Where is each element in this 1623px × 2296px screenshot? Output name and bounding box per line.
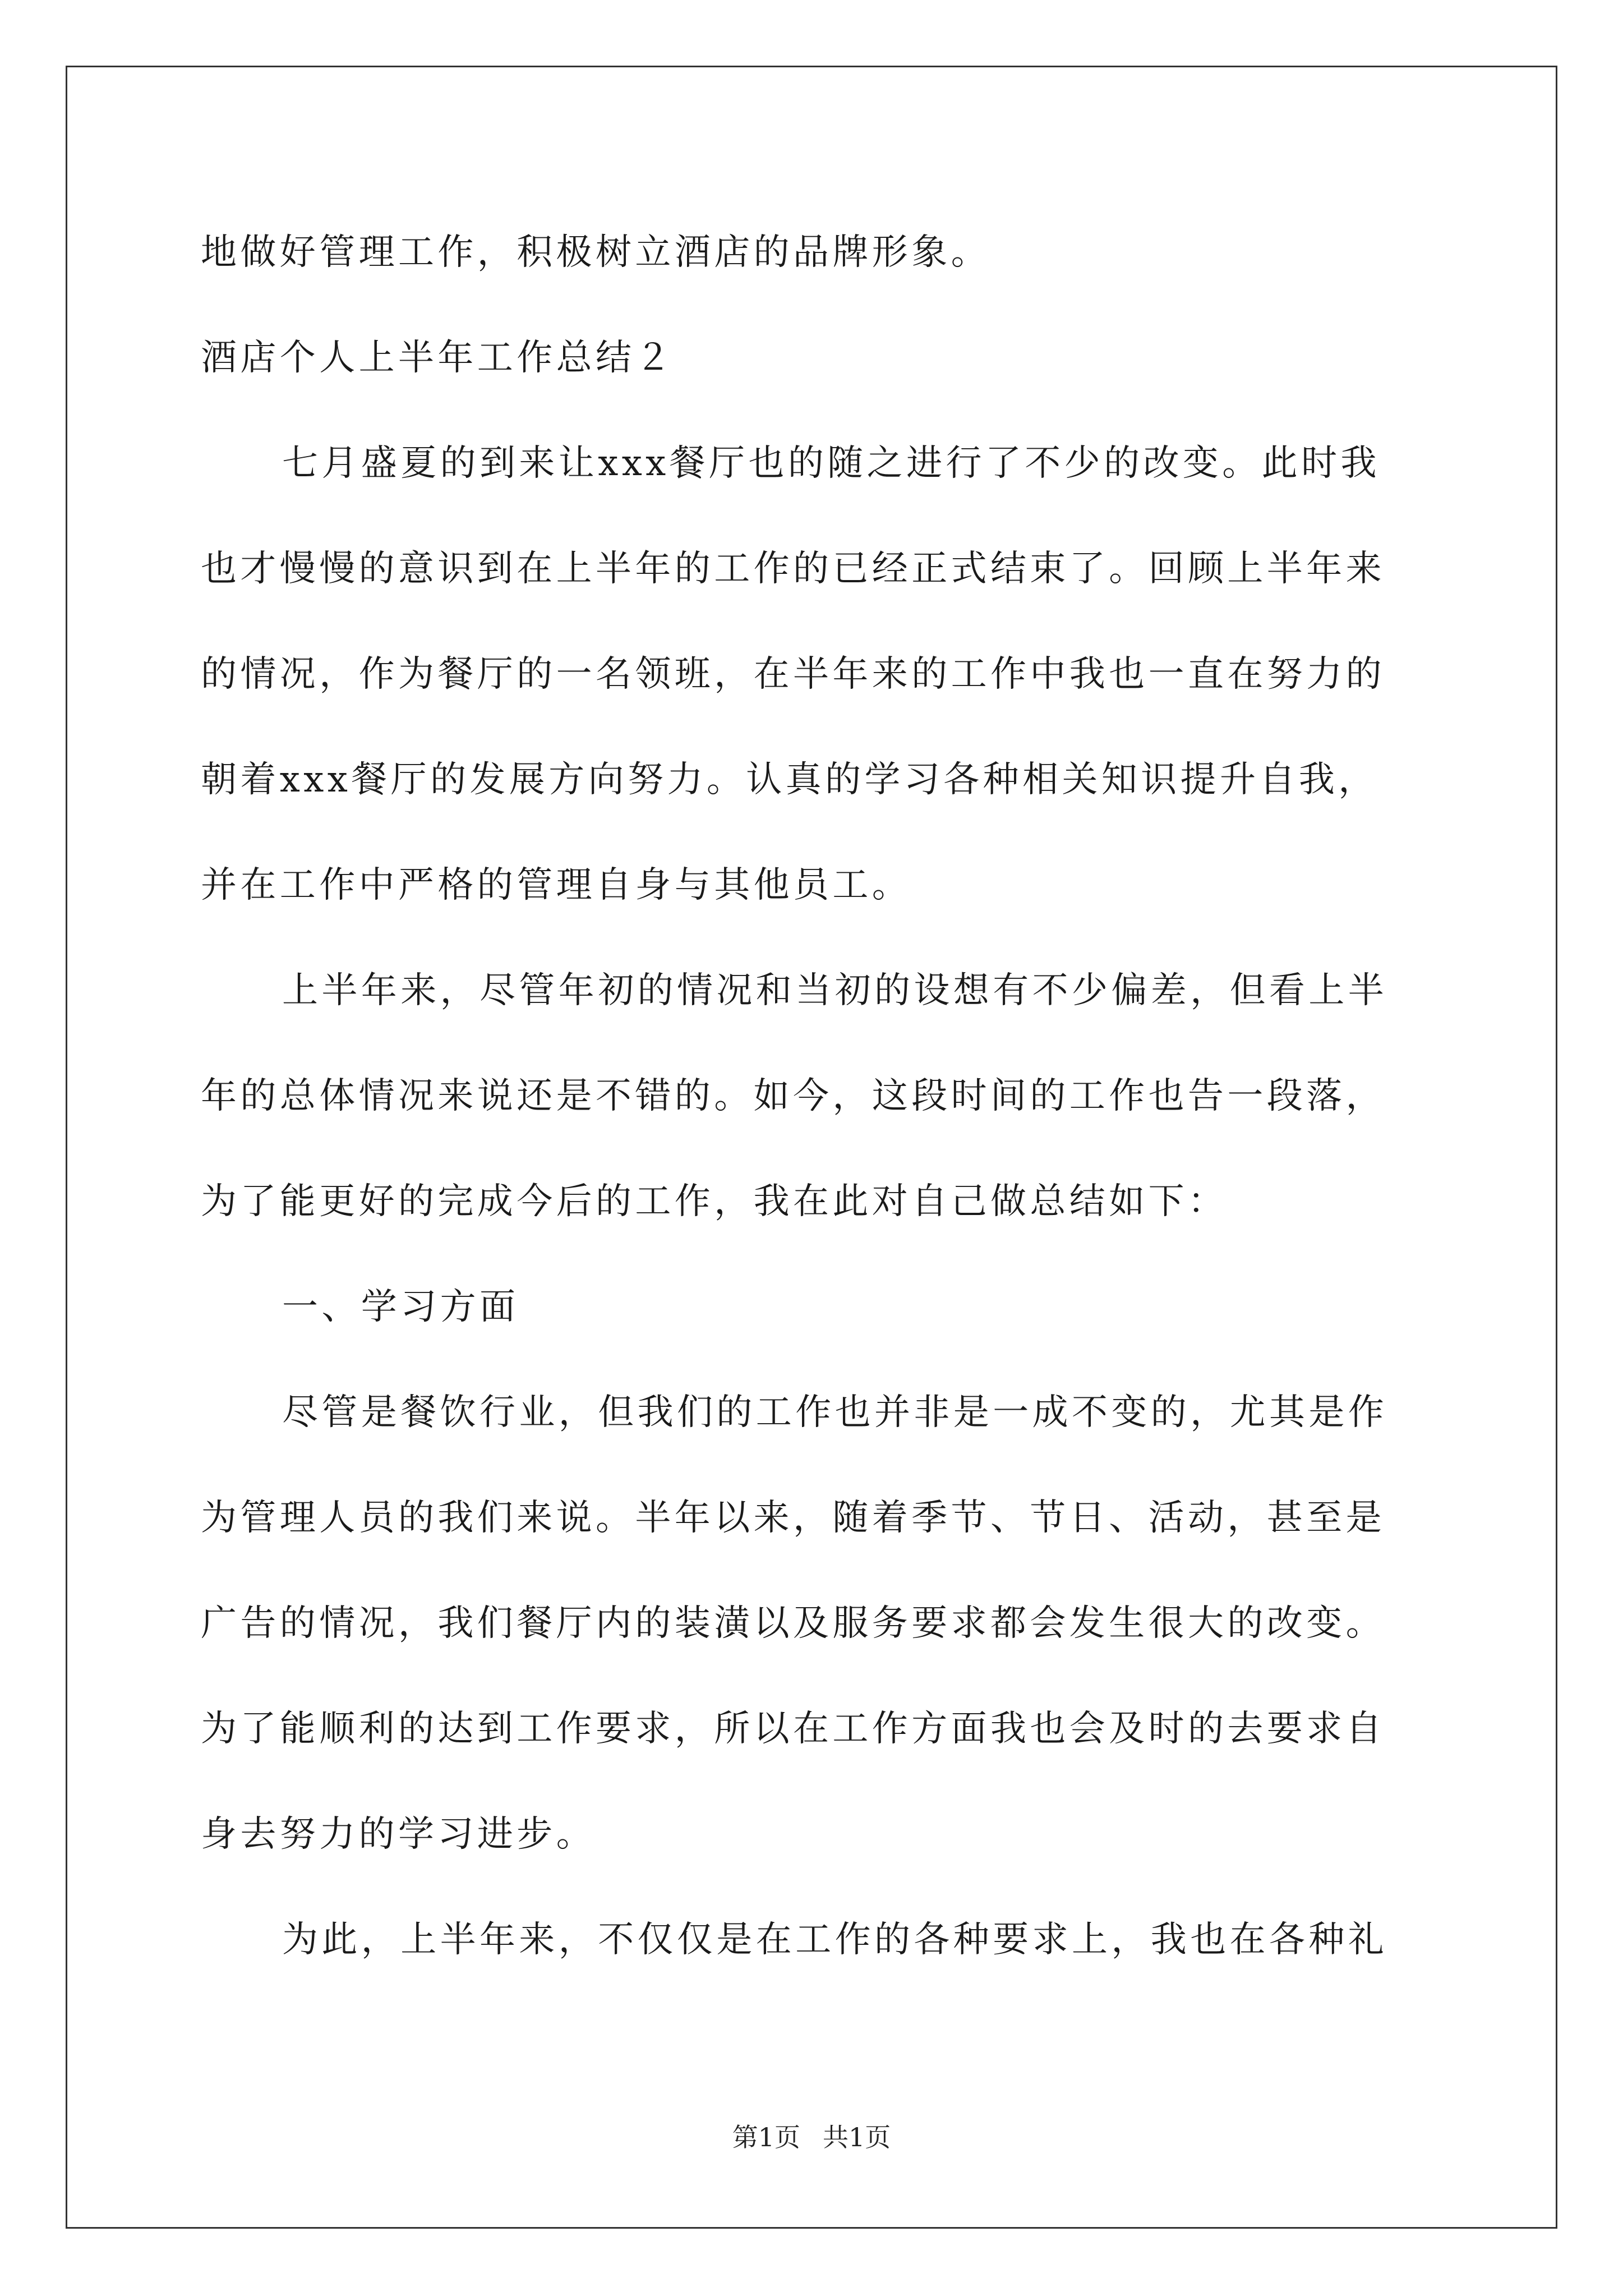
paragraph-line: 朝着xxx餐厅的发展方向努力。认真的学习各种相关知识提升自我， — [201, 759, 1378, 800]
paragraph-line: 身去努力的学习进步。 — [201, 1814, 596, 1855]
paragraph-line: 广告的情况，我们餐厅内的装潢以及服务要求都会发生很大的改变。 — [201, 1603, 1385, 1644]
paragraph-line: 也才慢慢的意识到在上半年的工作的已经正式结束了。回顾上半年来 — [201, 548, 1385, 590]
paragraph-line: 为管理人员的我们来说。半年以来，随着季节、节日、活动，甚至是 — [201, 1497, 1385, 1539]
subsection-heading: 一、学习方面 — [282, 1286, 519, 1328]
paragraph-line: 为了能更好的完成今后的工作，我在此对自己做总结如下： — [201, 1181, 1228, 1222]
paragraph-line: 并在工作中严格的管理自身与其他员工。 — [201, 864, 912, 906]
section-heading: 酒店个人上半年工作总结２ — [201, 337, 675, 379]
paragraph-line: 尽管是餐饮行业，但我们的工作也并非是一成不变的，尤其是作 — [282, 1392, 1388, 1433]
paragraph-line: 为此，上半年来，不仅仅是在工作的各种要求上，我也在各种礼 — [282, 1919, 1388, 1961]
paragraph-line: 七月盛夏的到来让xxx餐厅也的随之进行了不少的改变。此时我 — [282, 443, 1380, 484]
paragraph-line: 年的总体情况来说还是不错的。如今，这段时间的工作也告一段落， — [201, 1075, 1385, 1117]
paragraph-line: 为了能顺利的达到工作要求，所以在工作方面我也会及时的去要求自 — [201, 1708, 1385, 1750]
paragraph-line: 地做好管理工作，积极树立酒店的品牌形象。 — [201, 232, 990, 273]
paragraph-line: 上半年来，尽管年初的情况和当初的设想有不少偏差，但看上半 — [282, 970, 1388, 1011]
paragraph-line: 的情况，作为餐厅的一名领班，在半年来的工作中我也一直在努力的 — [201, 654, 1385, 695]
document-body — [201, 219, 1435, 2012]
page-footer — [0, 2120, 1623, 2154]
page-total: 共1页 — [823, 2122, 891, 2152]
page-number: 第1页 — [732, 2122, 800, 2152]
